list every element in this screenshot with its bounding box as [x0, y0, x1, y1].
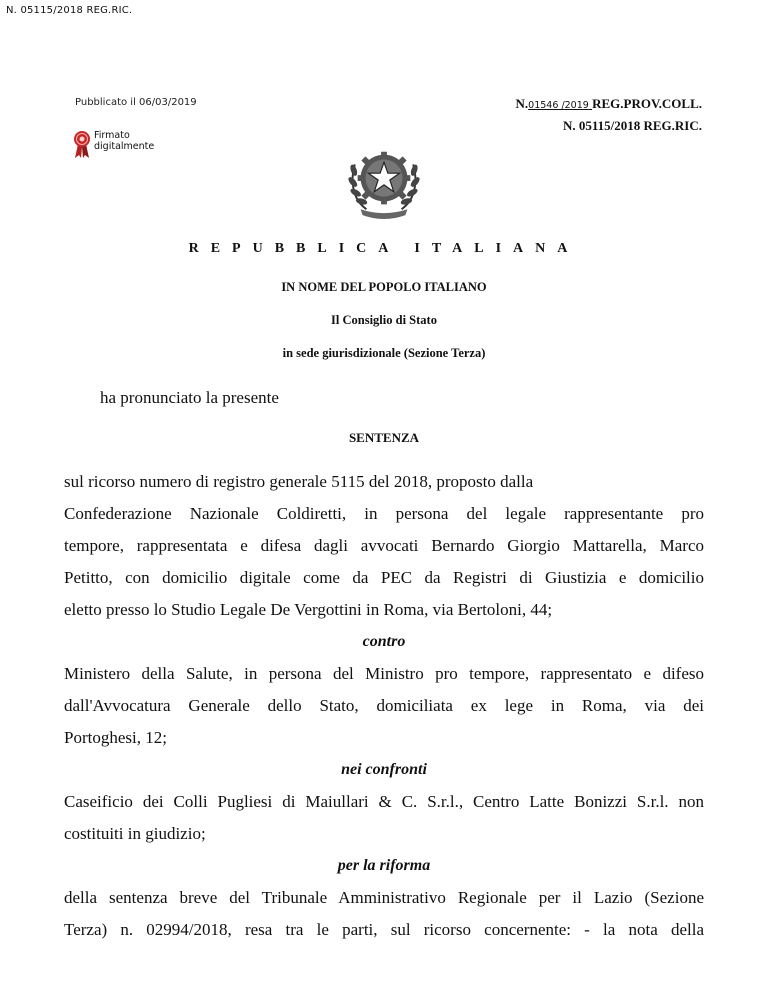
registry-block — [516, 94, 702, 136]
text-line: tempore, rappresentata e difesa dagli avvocati Bernardo Giorgio Mattarella, Marco — [64, 536, 704, 555]
reform-paragraph — [64, 882, 704, 946]
people-heading: IN NOME DEL POPOLO ITALIANO — [281, 280, 487, 294]
against-heading: contro — [362, 633, 406, 650]
council-heading: Il Consiglio di Stato — [331, 313, 437, 327]
text-line: dall'Avvocatura Generale dello Stato, domiciliata ex lege in Roma, via dei — [64, 696, 704, 715]
text-line: eletto presso lo Studio Legale De Vergottini in Roma, via Bertoloni, 44; — [64, 600, 553, 619]
republic-word: REPUBBLICA — [188, 241, 401, 256]
registry-provision-line — [516, 94, 702, 116]
text-line: Caseificio dei Colli Pugliesi di Maiullari & C. S.r.l., Centro Latte Bonizzi S.r.l. non — [64, 792, 704, 811]
text-line: Portoghesi, 12; — [64, 728, 167, 747]
registry-suffix: REG.PROV.COLL. — [592, 96, 702, 111]
text-line: Terza) n. 02994/2018, resa tra le parti, sul ricorso concernente: - la nota della — [64, 920, 704, 939]
registry-number: 01546 — [528, 100, 559, 111]
other-parties-paragraph — [64, 786, 704, 850]
text-line: costituiti in giudizio; — [64, 824, 206, 843]
signature-label: Firmato digitalmente — [94, 130, 155, 152]
italian-republic-emblem-icon — [345, 140, 423, 220]
against-parties-heading: nei confronti — [341, 761, 427, 778]
text-line: della sentenza breve del Tribunale Amministrativo Regionale per il Lazio (Sezione — [64, 888, 704, 907]
pronounced-text: ha pronunciato la presente — [100, 388, 279, 407]
digital-signature-badge — [72, 129, 154, 159]
text-line: Confederazione Nazionale Coldiretti, in persona del legale rappresentante pro — [64, 504, 704, 523]
italian-word: ITALIANA — [414, 241, 580, 256]
registry-year: 2019 — [564, 100, 589, 111]
text-line: Petitto, con domicilio digitale come da PEC da Registri di Giustizia e domicilio — [64, 568, 704, 587]
republic-heading — [0, 241, 768, 257]
document-reference: N. 05115/2018 REG.RIC. — [6, 5, 133, 16]
registry-appeal-line: N. 05115/2018 REG.RIC. — [562, 118, 702, 133]
registry-separator: / — [561, 100, 565, 111]
text-line: sul ricorso numero di registro generale 5115 del 2018, proposto dalla — [64, 472, 534, 491]
publication-date: Pubblicato il 06/03/2019 — [75, 97, 197, 108]
reform-heading: per la riforma — [337, 857, 431, 874]
seal-ribbon-icon — [72, 129, 92, 159]
registry-prefix: N. — [515, 96, 529, 111]
respondent-paragraph — [64, 658, 704, 754]
appellant-paragraph — [64, 466, 704, 626]
sentence-heading: SENTENZA — [348, 430, 420, 445]
section-heading: in sede giurisdizionale (Sezione Terza) — [282, 346, 486, 360]
text-line: Ministero della Salute, in persona del Ministro pro tempore, rappresentato e difeso — [64, 664, 704, 683]
